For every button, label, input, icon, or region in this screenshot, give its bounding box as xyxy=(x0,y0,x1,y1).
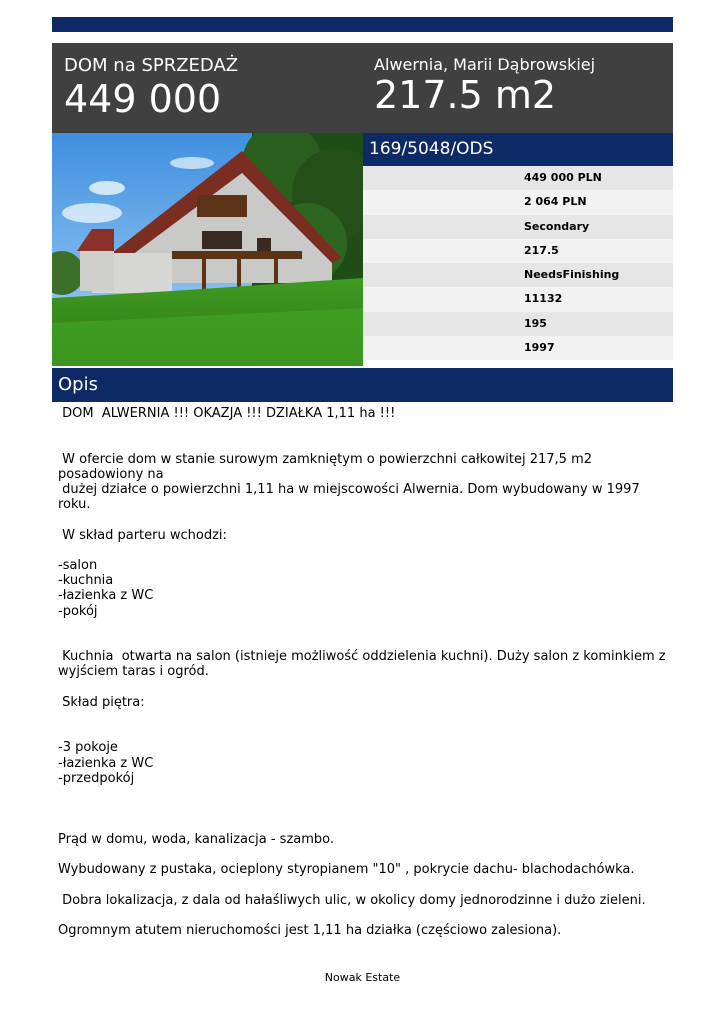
description-text: DOM ALWERNIA !!! OKAZJA !!! DZIAŁKA 1,11 ha !!! W ofercie dom w stanie surowym zamkniętym o powierzchni całkowitej 217,5 m2 posadowiony na dużej działce o powierzchni 1,11 ha w miejscowości Alwernia. Dom wybudowany w 1997 roku. W skład parteru wchodzi: -salon -kuchnia -łazienka z WC -pokój Kuchnia otwarta na salon (istnieje możliwość oddzielenia kuchni). Duży salon z kominkiem z wyjściem taras i ogród. Skład piętra: -3 pokoje -łazienka z WC -przedpokój Prąd w domu, woda, kanalizacja - szambo. Wybudowany z pustaka, ocieplony styropianem "10" , pokrycie dachu- blachodachówka. Dobra lokalizacja, z dala od hałaśliwych ulic, w okolicy domy jednorodzinne i dużo zieleni. Ogromnym atutem nieruchomości jest 1,11 ha działka (częściowo zalesiona). xyxy=(58,406,666,938)
detail-row-condition: NeedsFinishing xyxy=(363,263,673,287)
detail-row-price-per-m2: 2 064 PLN xyxy=(363,190,673,214)
property-photo xyxy=(52,133,363,366)
description-heading: Opis xyxy=(58,374,98,395)
detail-row-usable-area: 195 xyxy=(363,312,673,336)
reference-number: 169/5048/ODS xyxy=(369,139,494,159)
listing-header xyxy=(52,43,673,133)
area: 217.5 m2 xyxy=(374,73,557,117)
detail-row-plot-area: 11132 xyxy=(363,287,673,311)
details-table xyxy=(363,166,673,360)
detail-row-price: 449 000 PLN xyxy=(363,166,673,190)
header-left xyxy=(64,55,238,121)
footer-agency: Nowak Estate xyxy=(324,971,401,984)
header-right xyxy=(374,55,595,117)
price: 449 000 xyxy=(64,77,222,121)
detail-row-year-built: 1997 xyxy=(363,336,673,360)
reference-number-bar xyxy=(363,133,673,166)
description-heading-bar xyxy=(52,368,673,402)
detail-row-area: 217.5 xyxy=(363,239,673,263)
top-accent-bar xyxy=(52,17,673,32)
property-type-label: DOM na SPRZEDAŻ xyxy=(64,55,239,76)
location: Alwernia, Marii Dąbrowskiej xyxy=(374,55,596,74)
detail-row-market: Secondary xyxy=(363,215,673,239)
